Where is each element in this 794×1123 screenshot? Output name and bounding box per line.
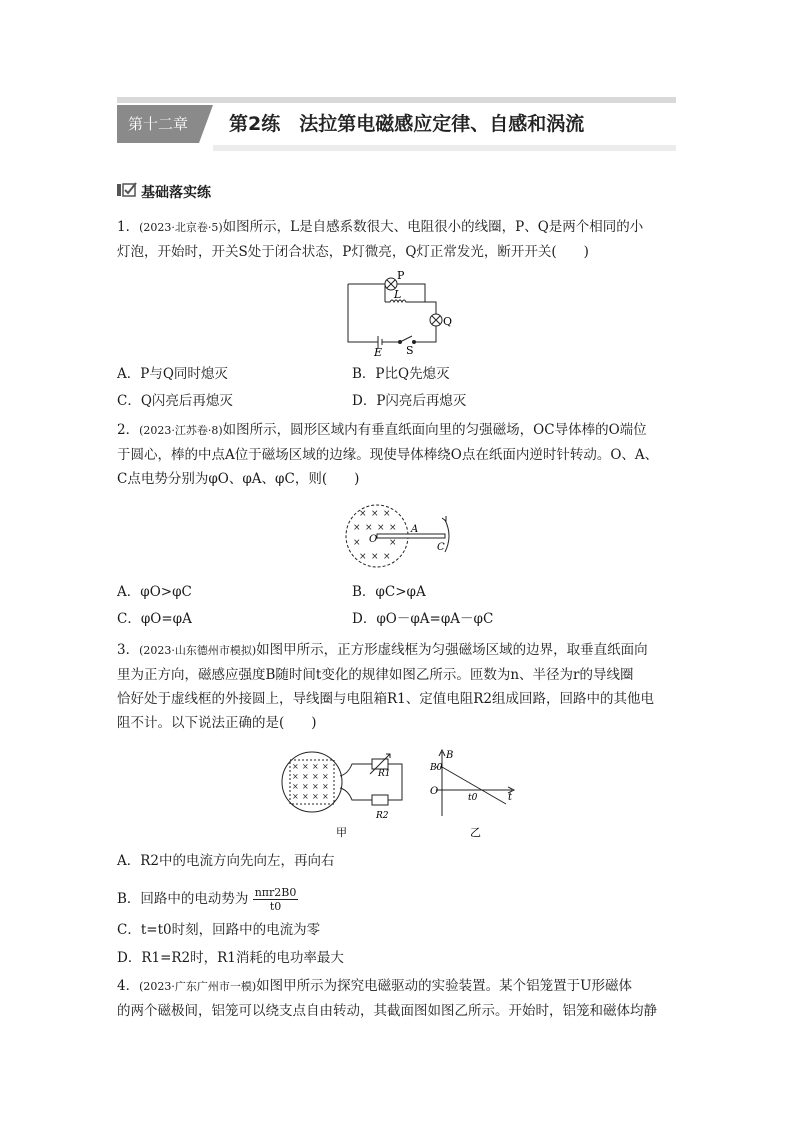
svg-text:×: × (359, 509, 367, 519)
q1-circuit-figure (340, 270, 460, 360)
q3-option-d: D．R1=R2时，R1消耗的电功率最大 (117, 950, 344, 966)
q2-magnetic-field-figure (345, 502, 455, 572)
svg-text:×: × (312, 782, 319, 791)
q4-number: 4． (117, 978, 140, 994)
question-2 (117, 418, 677, 491)
q4-stem-line1: 如图甲所示为探究电磁驱动的实验装置。某个铝笼置于U形磁体 (256, 978, 633, 994)
svg-text:×: × (292, 772, 299, 781)
q1-label-p: P (397, 269, 405, 282)
q3-figure-yi-caption: 乙 (470, 826, 481, 839)
q3-field-crosses (292, 762, 329, 801)
q3-figure-jia-caption: 甲 (336, 826, 347, 839)
question-4 (117, 974, 677, 1023)
q3-figure-yi-graph (428, 748, 523, 842)
q3-fraction-numerator: nπr2B0 (254, 886, 297, 899)
q3-label-b0: B0 (430, 763, 443, 773)
svg-text:×: × (371, 509, 379, 519)
q3-stem-line3: 恰好处于虚线框的外接圆上，导线圈与电阻箱R1、定值电阻R2组成回路，回路中的其他电 (117, 691, 655, 707)
q1-label-s: S (406, 344, 414, 357)
svg-text:×: × (322, 792, 329, 801)
svg-text:×: × (312, 762, 319, 771)
svg-text:×: × (383, 509, 391, 519)
q1-source: (2023·北京卷·5) (139, 221, 223, 234)
q2-label-a: A (411, 524, 419, 535)
q1-label-q: Q (443, 315, 453, 328)
q1-label-l: L (394, 288, 402, 301)
chapter-label: 第十二章 (117, 105, 199, 143)
svg-text:×: × (302, 782, 309, 791)
checkbox-icon (117, 183, 137, 203)
svg-text:×: × (292, 792, 299, 801)
chapter-label-wedge (199, 105, 213, 143)
q3-stem-line2: 里为正方向，磁感应强度B随时间t变化的规律如图乙所示。匝数为n、半径为r的导线圈 (117, 667, 634, 683)
svg-text:×: × (359, 552, 367, 562)
q3-origin-o: O (430, 786, 439, 797)
q1-option-a: A．P与Q同时熄灭 (117, 366, 228, 382)
q3-label-r2: R2 (376, 811, 389, 821)
svg-text:×: × (353, 523, 361, 533)
svg-text:×: × (292, 762, 299, 771)
q2-label-o: O (369, 534, 378, 545)
q3-source: (2023·山东德州市模拟) (139, 644, 257, 657)
q3-axis-t: t (508, 792, 513, 803)
question-3 (117, 638, 677, 735)
svg-text:×: × (312, 792, 319, 801)
svg-text:×: × (312, 772, 319, 781)
q4-source: (2023·广东广州市一模) (139, 980, 257, 993)
svg-text:×: × (322, 772, 329, 781)
q1-option-d: D．P闪亮后再熄灭 (352, 393, 467, 409)
q2-stem-line2: 于圆心，棒的中点A位于磁场区域的边缘。现使导体棒绕O点在纸面内逆时针转动。O、A、 (117, 447, 659, 463)
q3-figure-jia (278, 752, 413, 842)
svg-text:×: × (302, 792, 309, 801)
q2-stem-line1: 如图所示，圆形区域内有垂直纸面向里的匀强磁场，OC导体棒的O端位 (222, 422, 647, 438)
q1-stem-line2: 灯泡，开始时，开关S处于闭合状态，P灯微亮，Q灯正常发光，断开开关( ) (117, 244, 589, 260)
q2-stem-line3: C点电势分别为φO、φA、φC，则( ) (117, 471, 360, 487)
svg-text:×: × (353, 538, 361, 548)
header-top-rule (117, 97, 676, 103)
svg-text:×: × (389, 538, 397, 548)
q1-option-c: C．Q闪亮后再熄灭 (117, 393, 233, 409)
q2-option-a: A．φO>φC (117, 584, 192, 600)
q1-option-b: B．P比Q先熄灭 (352, 366, 450, 382)
svg-text:×: × (383, 552, 391, 562)
q3-label-t0: t0 (468, 793, 478, 803)
q1-number: 1． (117, 219, 140, 235)
svg-text:×: × (377, 523, 385, 533)
svg-text:×: × (389, 523, 397, 533)
q3-stem-line1: 如图甲所示，正方形虚线框为匀强磁场区域的边界，取垂直纸面向 (256, 642, 648, 658)
q3-number: 3． (117, 642, 140, 658)
q2-number: 2． (117, 422, 140, 438)
q3-option-b-text: B．回路中的电动势为 (117, 891, 249, 907)
svg-text:×: × (302, 762, 309, 771)
question-1 (117, 215, 677, 264)
page-title: 第2练 法拉第电磁感应定律、自感和涡流 (229, 113, 585, 135)
svg-text:×: × (322, 762, 329, 771)
q3-option-a: A．R2中的电流方向先向左，再向右 (117, 853, 335, 869)
section-heading (117, 183, 211, 203)
svg-text:×: × (302, 772, 309, 781)
svg-text:×: × (365, 523, 373, 533)
svg-text:×: × (371, 552, 379, 562)
section-title: 基础落实练 (141, 185, 211, 201)
q3-label-r1: R1 (378, 769, 391, 779)
header-bottom-rule (213, 145, 676, 151)
q2-option-c: C．φO=φA (117, 611, 192, 627)
q1-label-e: E (374, 346, 383, 359)
q2-source: (2023·江苏卷·8) (139, 424, 223, 437)
q3-option-b-fraction (253, 886, 299, 913)
chapter-header (117, 97, 676, 147)
q2-option-d: D．φO－φA=φA－φC (352, 611, 494, 627)
q3-axis-b: B (446, 750, 454, 761)
q3-fraction-denominator: t0 (269, 900, 282, 913)
q2-option-b: B．φC>φA (352, 584, 426, 600)
svg-text:×: × (322, 782, 329, 791)
q3-option-b (117, 886, 298, 913)
svg-text:×: × (292, 782, 299, 791)
q3-option-c: C．t=t0时刻，回路中的电流为零 (117, 922, 321, 938)
q1-stem-line1: 如图所示，L是自感系数很大、电阻很小的线圈，P、Q是两个相同的小 (222, 219, 644, 235)
q2-label-c: C (437, 542, 445, 553)
q4-stem-line2: 的两个磁极间，铝笼可以绕支点自由转动，其截面图如图乙所示。开始时，铝笼和磁体均静 (117, 1003, 657, 1019)
q3-stem-line4: 阻不计。以下说法正确的是( ) (117, 715, 317, 731)
